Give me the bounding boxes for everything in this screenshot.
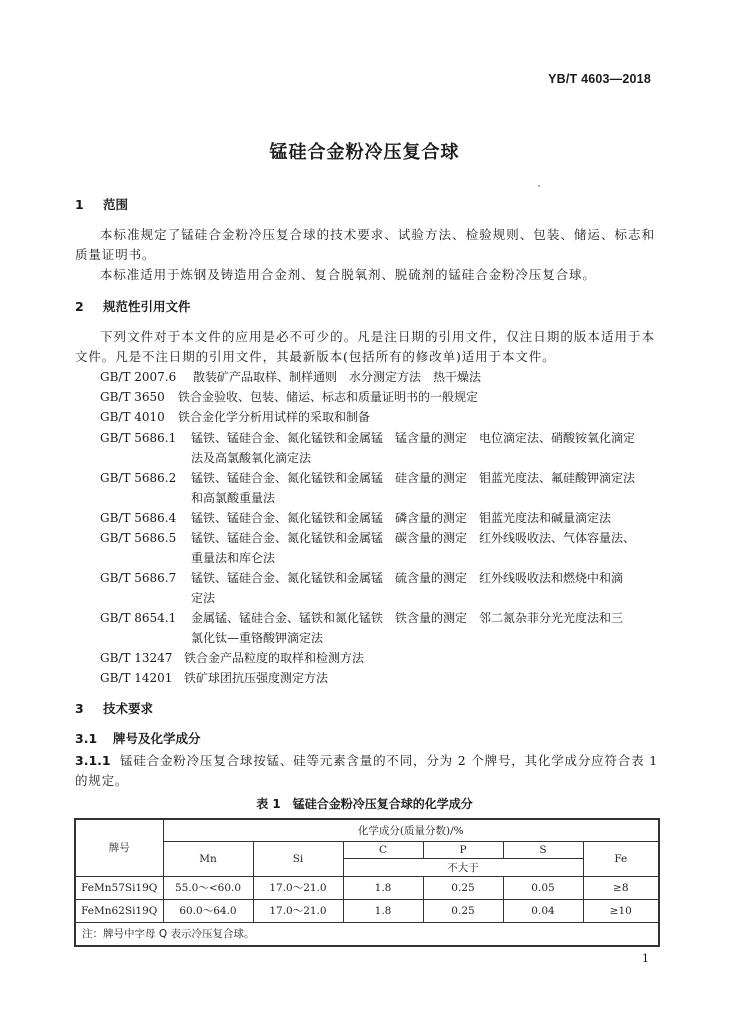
- chemical-composition-table: [74, 818, 660, 947]
- header-si: Si: [253, 841, 343, 876]
- cell-mn: 60.0～64.0: [163, 899, 253, 922]
- cell-p: 0.25: [423, 876, 503, 899]
- reference-item: [100, 668, 660, 688]
- section-number: 1: [75, 197, 84, 212]
- reference-code: GB/T 14201: [100, 671, 173, 685]
- header-c: C: [343, 841, 423, 858]
- header-p: P: [423, 841, 503, 858]
- document-title: 锰硅合金粉冷压复合球: [269, 142, 460, 163]
- reference-item: [100, 387, 660, 407]
- reference-item: [100, 608, 660, 648]
- reference-title-continued: 氯化钛—重铬酸钾滴定法: [191, 631, 324, 645]
- reference-code: GB/T 8654.1: [100, 611, 177, 625]
- reference-title-continued: 法及高氯酸氧化滴定法: [191, 451, 312, 465]
- section-3-heading: [75, 699, 153, 717]
- table-row: [75, 899, 659, 922]
- cell-si: 17.0～21.0: [253, 899, 343, 922]
- reference-title: 散装矿产品取样、制样通则 水分测定方法 热干燥法: [193, 370, 482, 384]
- section-number: 2: [75, 299, 84, 314]
- reference-item: [100, 468, 660, 508]
- cell-mn: 55.0～<60.0: [163, 876, 253, 899]
- reference-code: GB/T 3650: [100, 390, 165, 404]
- reference-item: [100, 648, 660, 668]
- reference-item: [100, 367, 660, 387]
- reference-title: 锰铁、锰硅合金、氮化锰铁和金属锰 硅含量的测定 钼蓝光度法、氟硅酸钾滴定法: [191, 471, 636, 485]
- reference-item: [100, 428, 660, 468]
- reference-title-continued: 重量法和库仑法: [191, 551, 276, 565]
- reference-item: [100, 568, 660, 608]
- reference-title: 锰铁、锰硅合金、氮化锰铁和金属锰 碳含量的测定 红外线吸收法、气体容量法、: [191, 531, 636, 545]
- cell-c: 1.8: [343, 899, 423, 922]
- header-fe: Fe: [583, 841, 659, 876]
- cell-fe: ≥8: [583, 876, 659, 899]
- reference-title: 铁矿球团抗压强度测定方法: [184, 671, 329, 685]
- reference-code: GB/T 5686.1: [100, 431, 177, 445]
- table-row: [75, 876, 659, 899]
- reference-item: [100, 508, 660, 528]
- section-number: 3: [75, 701, 84, 716]
- header-mn: Mn: [163, 841, 253, 876]
- cell-fe: ≥10: [583, 899, 659, 922]
- section-title: 技术要求: [103, 701, 154, 716]
- header-s: S: [503, 841, 583, 858]
- section-1-paragraph-2: 本标准适用于炼钢及铸造用合金剂、复合脱氧剂、脱硫剂的锰硅合金粉冷压复合球。: [100, 267, 596, 282]
- subsection-title: 牌号及化学成分: [113, 731, 201, 746]
- reference-code: GB/T 2007.6: [100, 370, 177, 384]
- header-composition-group: 化学成分(质量分数)/%: [163, 819, 659, 841]
- reference-item: [100, 528, 660, 568]
- clause-number: 3.1.1: [75, 753, 111, 768]
- cell-grade: FeMn62Si19Q: [75, 899, 163, 922]
- section-2-intro: 下列文件对于本文件的应用是必不可少的。凡是注日期的引用文件，仅注日期的版本适用于本文件。凡是不注日期的引用文件，其最新版本(包括所有的修改单)适用于本文件。: [75, 329, 655, 364]
- section-title: 范围: [103, 197, 129, 212]
- scan-speck: [538, 185, 540, 187]
- cell-si: 17.0～21.0: [253, 876, 343, 899]
- cell-p: 0.25: [423, 899, 503, 922]
- reference-code: GB/T 5686.7: [100, 571, 177, 585]
- reference-title: 锰铁、锰硅合金、氮化锰铁和金属锰 硫含量的测定 红外线吸收法和燃烧中和滴: [191, 571, 624, 585]
- standard-code: YB/T 4603—2018: [548, 72, 651, 86]
- section-1-paragraph-1: 本标准规定了锰硅合金粉冷压复合球的技术要求、试验方法、检验规则、包装、储运、标志和质量证明书。: [75, 227, 655, 262]
- subsection-number: 3.1: [75, 731, 98, 746]
- reference-code: GB/T 5686.2: [100, 471, 177, 485]
- reference-title: 铁合金验收、包装、储运、标志和质量证明书的一般规定: [178, 390, 479, 404]
- cell-grade: FeMn57Si19Q: [75, 876, 163, 899]
- reference-title: 金属锰、锰硅合金、锰铁和氮化锰铁 铁含量的测定 邻二氮杂菲分光光度法和三: [191, 611, 624, 625]
- cell-c: 1.8: [343, 876, 423, 899]
- section-1-heading: [75, 195, 128, 213]
- reference-item: [100, 407, 660, 427]
- cell-s: 0.05: [503, 876, 583, 899]
- reference-title: 锰铁、锰硅合金、氮化锰铁和金属锰 磷含量的测定 钼蓝光度法和碱量滴定法: [191, 511, 612, 525]
- reference-code: GB/T 5686.5: [100, 531, 177, 545]
- cell-s: 0.04: [503, 899, 583, 922]
- page-number: 1: [642, 952, 649, 965]
- reference-title: 铁合金产品粒度的取样和检测方法: [184, 651, 365, 665]
- section-title: 规范性引用文件: [103, 299, 191, 314]
- section-2-heading: [75, 297, 191, 315]
- clause-text: 锰硅合金粉冷压复合球按锰、硅等元素含量的不同，分为 2 个牌号，其化学成分应符合表 1 的规定。: [75, 753, 658, 788]
- header-grade: 牌号: [75, 819, 163, 876]
- clause-3-1-1: [75, 751, 658, 791]
- reference-code: GB/T 5686.4: [100, 511, 177, 525]
- header-not-greater-than: 不大于: [343, 858, 583, 876]
- reference-title: 锰铁、锰硅合金、氮化锰铁和金属锰 锰含量的测定 电位滴定法、硝酸铵氧化滴定: [191, 431, 636, 445]
- table-1-caption: 表 1 锰硅合金粉冷压复合球的化学成分: [256, 797, 473, 811]
- reference-title-continued: 和高氯酸重量法: [191, 491, 276, 505]
- reference-title: 铁合金化学分析用试样的采取和制备: [178, 410, 371, 424]
- subsection-3-1-heading: [75, 729, 201, 747]
- table-note: 注：牌号中字母 Q 表示冷压复合球。: [75, 922, 659, 946]
- reference-title-continued: 定法: [191, 591, 216, 605]
- reference-code: GB/T 13247: [100, 651, 173, 665]
- reference-code: GB/T 4010: [100, 410, 165, 424]
